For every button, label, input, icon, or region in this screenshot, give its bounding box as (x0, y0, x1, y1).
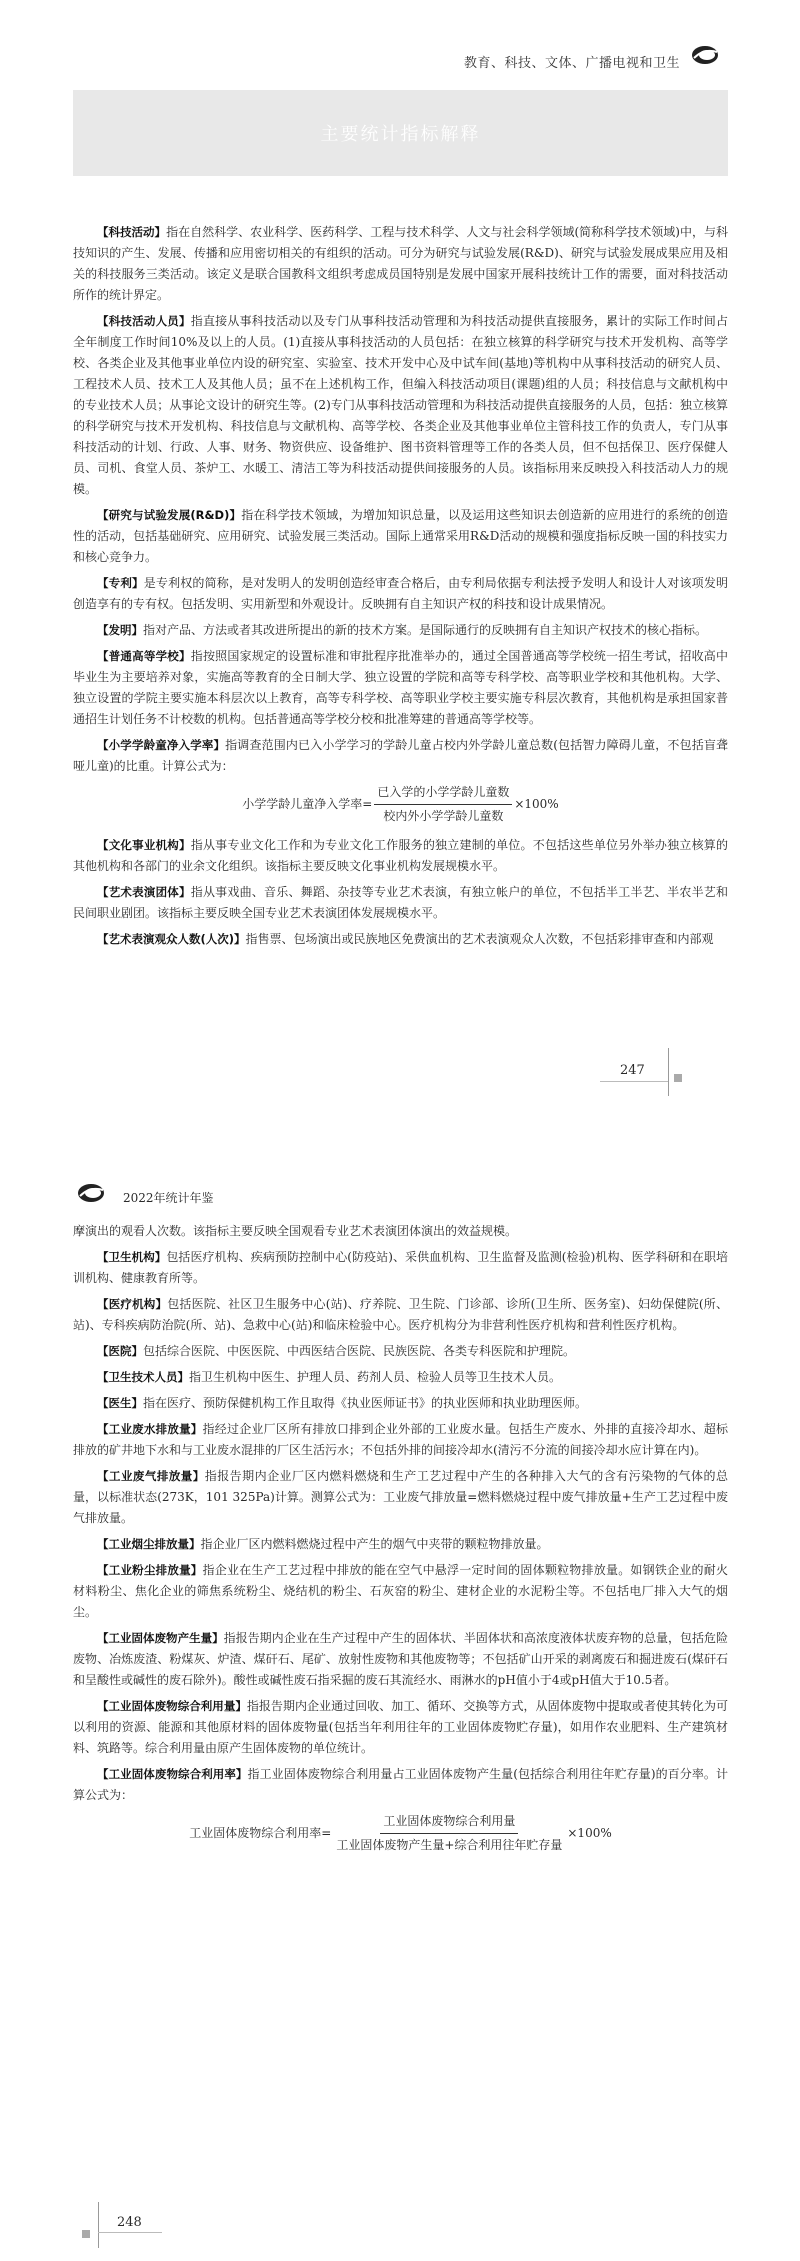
formula-lhs: 工业固体废物综合利用率= (189, 1826, 332, 1840)
definition-paragraph (73, 311, 728, 500)
page-marker-line (98, 2202, 99, 2248)
page-marker-line (668, 1048, 669, 1096)
definition-paragraph (73, 573, 728, 615)
definition-paragraph (73, 222, 728, 306)
term-label: 【小学学龄童净入学率】 (97, 738, 226, 752)
definition-text: 指从事专业文化工作和为专业文化工作服务的独立建制的单位。不包括这些单位另外举办独立核算的其他机构和各部门的业余文化组织。该指标主要反映文化事业机构发展规模水平。 (73, 838, 728, 873)
definition-text: 指对产品、方法或者其改进所提出的新的技术方案。是国际通行的反映拥有自主知识产权技术的核心指标。 (143, 623, 708, 637)
term-label: 【工业废水排放量】 (97, 1422, 203, 1436)
formula-suffix: ×100% (567, 1826, 612, 1840)
page-marker-rule (600, 1081, 668, 1082)
definition-paragraph (73, 1764, 728, 1806)
definition-text: 指售票、包场演出或民族地区免费演出的艺术表演观众人次数，不包括彩排审查和内部观 (245, 932, 714, 946)
page-number: 248 (117, 2215, 142, 2230)
term-label: 【医院】 (97, 1344, 143, 1358)
definition-paragraph (73, 1696, 728, 1759)
term-label: 【卫生技术人员】 (97, 1370, 189, 1384)
term-label: 【专利】 (97, 576, 144, 590)
definition-paragraph (73, 1534, 728, 1555)
continuation-text: 摩演出的观看人次数。该指标主要反映全国观看专业艺术表演团体演出的效益规模。 (73, 1224, 518, 1238)
definition-text: 指按照国家规定的设置标准和审批程序批准举办的，通过全国普通高等学校统一招生考试，招收高中毕业生为主要培养对象，实施高等教育的全日制大学、独立设置的学院和高等专科学校、高等职业学校和其他机构。大学、独立设置的学院主要实施本科层次以上教育，高等专科学校、高等职业学校主要实施专科层次教育，其他机构是承担国家普通招生计划任务不计校数的机构。包括普通高等学校分校和批准筹建的普通高等学校等。 (73, 649, 728, 726)
definition-paragraph (73, 882, 728, 924)
definition-paragraph (73, 929, 728, 950)
page-248-body (73, 1221, 728, 1864)
definition-paragraph (73, 1367, 728, 1388)
definition-paragraph (73, 835, 728, 877)
page-247-body (73, 222, 728, 955)
term-label: 【科技活动人员】 (97, 314, 191, 328)
definition-text: 包括综合医院、中医医院、中西医结合医院、民族医院、各类专科医院和护理院。 (143, 1344, 576, 1358)
page-marker-square (82, 2230, 90, 2238)
page-247 (0, 0, 800, 1110)
page-number: 247 (620, 1063, 645, 1078)
definition-paragraph (73, 1466, 728, 1529)
term-label: 【工业烟尘排放量】 (97, 1537, 201, 1551)
term-label: 【工业固体废物综合利用量】 (97, 1699, 247, 1713)
definition-paragraph (73, 505, 728, 568)
formula-denominator: 校内外小学学龄儿童数 (383, 809, 504, 823)
term-label: 【艺术表演团体】 (97, 885, 191, 899)
term-label: 【科技活动】 (97, 225, 167, 239)
definition-paragraph (73, 1247, 728, 1289)
formula-fraction (374, 782, 512, 827)
definition-paragraph (73, 620, 728, 641)
definition-text: 指报告期内企业厂区内燃料燃烧和生产工艺过程中产生的各种排入大气的含有污染物的气体的总量，以标准状态(273K，101 325Pa)计算。测算公式为：工业废气排放量=燃料燃烧过程中废气排放量+生产工艺过程中废气排放量。 (73, 1469, 728, 1525)
definition-text: 指调查范围内已入小学学习的学龄儿童占校内外学龄儿童总数(包括智力障碍儿童，不包括盲聋哑儿童)的比重。计算公式为： (73, 738, 729, 773)
term-label: 【卫生机构】 (97, 1250, 167, 1264)
yearbook-logo-icon (690, 44, 720, 66)
definition-text: 指工业固体废物综合利用量占工业固体废物产生量(包括综合利用往年贮存量)的百分率。计算公式为： (73, 1767, 728, 1802)
definition-text: 指在科学技术领域，为增加知识总量，以及运用这些知识去创造新的应用进行的系统的创造性的活动，包括基础研究、应用研究、试验发展三类活动。国际上通常采用R&D活动的规模和强度指标反映一国的科技实力和核心竞争力。 (73, 508, 728, 564)
running-head: 2022年统计年鉴 (123, 1191, 214, 1205)
section-banner (73, 90, 728, 176)
enrollment-rate-formula (73, 782, 728, 827)
page-marker-square (674, 1074, 682, 1082)
term-label: 【工业废气排放量】 (97, 1469, 205, 1483)
page-marker-rule (98, 2232, 162, 2233)
formula-fraction (333, 1811, 565, 1856)
page-248 (0, 1110, 800, 2261)
definition-text: 指直接从事科技活动以及专门从事科技活动管理和为科技活动提供直接服务，累计的实际工作时间占全年制度工作时间10%及以上的人员。(1)直接从事科技活动的人员包括：在独立核算的科学研究与技术开发机构、高等学校、各类企业及其他事业单位内设的研究室、实验室、技术开发中心及中试车间(基地)等机构中从事科技活动的研究人员、工程技术人员、技术工人及其他人员；虽不在上述机构工作，但编入科技活动项目(课题)组的人员；科技信息与文献机构中的专业技术人员；从事论文设计的研究生等。(2)专门从事科技活动管理和为科技活动提供直接服务的人员，包括：独立核算的科学研究与技术开发机构、科技信息与文献机构、高等学校、各类企业及其他事业单位主管科技工作的负责人，专门从事科技活动的计划、行政、人事、财务、物资供应、设备维护、图书资料管理等工作的各类人员，但不包括保卫、医疗保健人员、司机、食堂人员、茶炉工、水暖工、清洁工等为科技活动提供间接服务的人员。该指标用来反映投入科技活动人力的规模。 (73, 314, 728, 496)
definition-text: 指报告期内企业在生产过程中产生的固体状、半固体状和高浓度液体状废弃物的总量，包括危险废物、冶炼废渣、粉煤灰、炉渣、煤矸石、尾矿、放射性废物和其他废物等；不包括矿山开采的剥离废石和掘进废石(煤矸石和呈酸性或碱性的废石除外)。酸性或碱性废石指采掘的废石其流经水、雨淋水的pH值小于4或pH值大于10.5者。 (73, 1631, 728, 1687)
definition-text: 指企业在生产工艺过程中排放的能在空气中悬浮一定时间的固体颗粒物排放量。如钢铁企业的耐火材料粉尘、焦化企业的筛焦系统粉尘、烧结机的粉尘、石灰窑的粉尘、建材企业的水泥粉尘等。不包括电厂排入大气的烟尘。 (73, 1563, 728, 1619)
definition-paragraph (73, 1341, 728, 1362)
term-label: 【医生】 (97, 1396, 143, 1410)
definition-paragraph (73, 1419, 728, 1461)
formula-lhs: 小学学龄儿童净入学率= (242, 797, 373, 811)
term-label: 【普通高等学校】 (97, 649, 191, 663)
term-label: 【工业固体废物综合利用率】 (97, 1767, 248, 1781)
definition-paragraph (73, 735, 728, 777)
definition-text: 是专利权的简称，是对发明人的发明创造经审查合格后，由专利局依据专利法授予发明人和设计人对该项发明创造享有的专有权。包括发明、实用新型和外观设计。反映拥有自主知识产权的科技和设计成果情况。 (73, 576, 729, 611)
definition-paragraph (73, 1393, 728, 1414)
term-label: 【医疗机构】 (97, 1297, 168, 1311)
term-label: 【工业粉尘排放量】 (97, 1563, 203, 1577)
definition-text: 指报告期内企业通过回收、加工、循环、交换等方式，从固体废物中提取或者使其转化为可以利用的资源、能源和其他原材料的固体废物量(包括当年利用往年的工业固体废物贮存量)，如用作农业肥料、生产建筑材料、筑路等。综合利用量由原产生固体废物的单位统计。 (73, 1699, 728, 1755)
formula-denominator: 工业固体废物产生量+综合利用往年贮存量 (336, 1838, 563, 1852)
term-label: 【文化事业机构】 (97, 838, 191, 852)
banner-title: 主要统计指标解释 (320, 124, 481, 145)
yearbook-logo-icon (76, 1182, 106, 1204)
term-label: 【发明】 (97, 623, 143, 637)
definition-text: 指从事戏曲、音乐、舞蹈、杂技等专业艺术表演，有独立帐户的单位，不包括半工半艺、半农半艺和民间职业剧团。该指标主要反映全国专业艺术表演团体发展规模水平。 (73, 885, 728, 920)
definition-text: 包括医疗机构、疾病预防控制中心(防疫站)、采供血机构、卫生监督及监测(检验)机构、医学科研和在职培训机构、健康教育所等。 (73, 1250, 729, 1285)
definition-paragraph (73, 1294, 728, 1336)
definition-text: 指卫生机构中医生、护理人员、药剂人员、检验人员等卫生技术人员。 (189, 1370, 562, 1384)
definition-text: 指在医疗、预防保健机构工作且取得《执业医师证书》的执业医师和执业助理医师。 (143, 1396, 588, 1410)
term-label: 【艺术表演观众人数(人次)】 (97, 932, 246, 946)
definition-text: 包括医院、社区卫生服务中心(站)、疗养院、卫生院、门诊部、诊所(卫生所、医务室)、妇幼保健院(所、站)、专科疾病防治院(所、站)、急救中心(站)和临床检验中心。医疗机构分为非营利性医疗机构和营利性医疗机构。 (73, 1297, 729, 1332)
term-label: 【工业固体废物产生量】 (97, 1631, 224, 1645)
formula-numerator: 工业固体废物综合利用量 (380, 1811, 518, 1834)
definition-paragraph (73, 1628, 728, 1691)
definition-text: 指企业厂区内燃料燃烧过程中产生的烟气中夹带的颗粒物排放量。 (200, 1537, 549, 1551)
term-label: 【研究与试验发展(R&D)】 (97, 508, 242, 522)
definition-text: 指在自然科学、农业科学、医药科学、工程与技术科学、人文与社会科学领域(简称科学技术领域)中，与科技知识的产生、发展、传播和应用密切相关的有组织的活动。可分为研究与试验发展(R&D)、研究与试验发展成果应用及相关的科技服务三类活动。该定义是联合国教科文组织考虑成员国特别是发展中国家开展科技统计工作的需要，面对科技活动所作的统计界定。 (73, 225, 728, 302)
running-head: 教育、科技、文体、广播电视和卫生 (463, 56, 680, 71)
definition-text: 指经过企业厂区所有排放口排到企业外部的工业废水量。包括生产废水、外排的直接冷却水、超标排放的矿井地下水和与工业废水混排的厂区生活污水；不包括外排的间接冷却水(清污不分流的间接冷却水应计算在内)。 (73, 1422, 728, 1457)
definition-paragraph (73, 1560, 728, 1623)
formula-suffix: ×100% (514, 797, 559, 811)
utilization-rate-formula (73, 1811, 728, 1856)
formula-numerator: 已入学的小学学龄儿童数 (374, 782, 512, 805)
definition-paragraph (73, 646, 728, 730)
